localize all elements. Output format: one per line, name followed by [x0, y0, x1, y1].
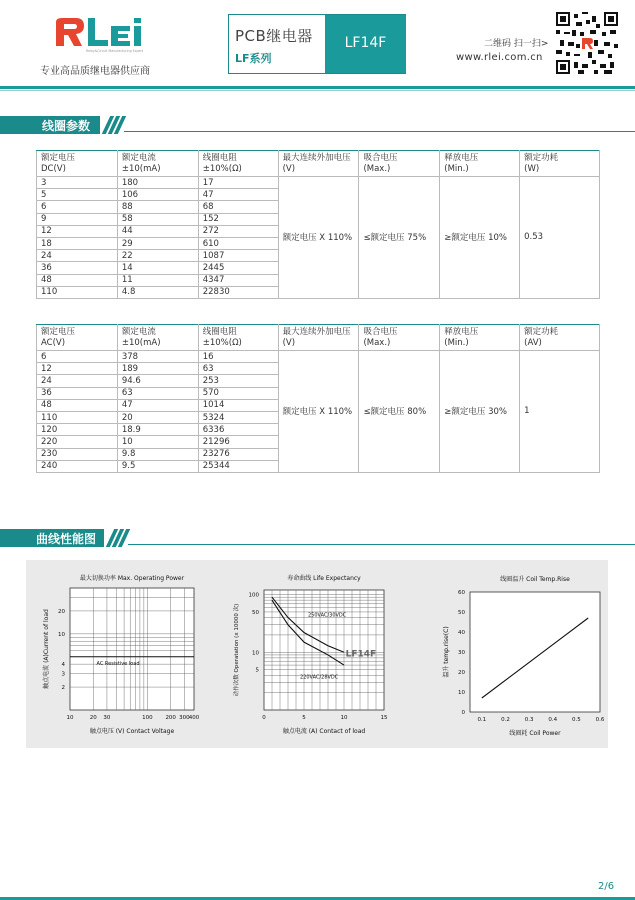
table-row: 3 180 17 额定电压 X 110% ≤额定电压 75% ≥额定电压 10% 0.53 [37, 177, 600, 189]
chart-1-xlabel: 触点电压 (V) Contact Voltage [89, 728, 175, 735]
dc-pickup-voltage: ≤额定电压 75% [359, 177, 440, 299]
column-header: 额定电压 DC(V) [37, 151, 118, 177]
chart-1-xtick: 100 [142, 715, 153, 721]
chart-3-plot-area [470, 592, 600, 712]
chart-3-xtick: 0.6 [595, 717, 605, 723]
table-row: 12 189 63 [37, 363, 600, 375]
ac-power: 1 [520, 351, 600, 473]
chart-2-series-label: 220VAC/28VDC [300, 674, 339, 681]
chart-2-ytick: 10 [252, 650, 259, 657]
chart-2-ytick: 5 [255, 667, 259, 674]
chart-3-xtick: 0.5 [571, 717, 581, 723]
table-row: 5 106 47 [37, 189, 600, 201]
product-model: LF14F [344, 35, 387, 51]
table-row: 48 47 1014 [37, 399, 600, 411]
column-header: 额定电流 ±10(mA) [117, 325, 198, 351]
table-row: 6 378 16 额定电压 X 110% ≤额定电压 80% ≥额定电压 30% 1 [37, 351, 600, 363]
table-row: 24 94.6 253 [37, 375, 600, 387]
column-header: 最大连续外加电压 (V) [278, 325, 359, 351]
dc-release-voltage: ≥额定电压 10% [440, 177, 520, 299]
product-title-box [228, 14, 406, 74]
table-row: 48 11 4347 [37, 274, 600, 286]
ac-coil-table [36, 324, 600, 473]
chart-1-annotation: AC Resistive load [96, 660, 140, 667]
chart-3-xtick: 0.2 [501, 717, 510, 723]
product-series: LF系列 [235, 52, 272, 65]
table-row: 18 29 610 [37, 237, 600, 249]
section-header-coil [0, 116, 635, 134]
table-row: 36 63 570 [37, 387, 600, 399]
qr-code-icon [556, 12, 618, 74]
chart-1-xtick: 300 [179, 715, 190, 721]
chart-3-ytick: 60 [458, 590, 465, 596]
chart-3-ytick: 30 [458, 650, 465, 656]
charts-svg [26, 560, 608, 748]
product-category: PCB继电器 [235, 27, 313, 45]
chart-3-ytick: 20 [458, 670, 465, 676]
chart-2-xtick: 15 [380, 715, 388, 721]
section-header-curves [0, 529, 635, 547]
column-header: 线圈电阻 ±10%(Ω) [198, 151, 278, 177]
chart-3-xlabel: 线圈耗 Coil Power [509, 730, 561, 737]
table-row: 12 44 272 [37, 225, 600, 237]
chart-2-watermark: LF14F [345, 649, 377, 660]
chart-2-ytick: 100 [248, 592, 259, 599]
chart-2-xlabel: 触点电流 (A) Contact of load [282, 728, 366, 735]
table-row: 240 9.5 25344 [37, 460, 600, 472]
chart-2-xtick: 10 [340, 715, 348, 721]
table-row: 120 18.9 6336 [37, 424, 600, 436]
company-tagline: 专业高品质继电器供应商 [40, 66, 150, 77]
ac-max-voltage: 额定电压 X 110% [278, 351, 359, 473]
chart-3-ytick: 10 [458, 690, 465, 696]
ac-release-voltage: ≥额定电压 30% [440, 351, 520, 473]
chart-1-title: 最大切换功率 Max. Operating Power [79, 575, 185, 582]
column-header: 释放电压 (Min.) [440, 151, 520, 177]
table-row: 110 20 5324 [37, 411, 600, 423]
chart-1-ytick: 4 [61, 662, 65, 669]
chart-1-ylabel: 触点电流 (A)Current of load [43, 609, 50, 689]
chart-2-ytick: 50 [252, 609, 259, 616]
chart-1-ytick: 10 [58, 631, 65, 638]
table-row: 24 22 1087 [37, 250, 600, 262]
chart-1-ytick: 2 [61, 685, 65, 692]
table-row: 230 9.8 23276 [37, 448, 600, 460]
column-header: 释放电压 (Min.) [440, 325, 520, 351]
header-divider [0, 86, 635, 89]
qr-label: 二维码 扫一扫> [484, 39, 549, 49]
chart-1-xtick: 400 [188, 715, 200, 721]
table-row: 110 4.8 22830 [37, 286, 600, 298]
chart-1-xtick: 30 [103, 715, 111, 721]
website-url[interactable]: www.rlei.com.cn [456, 52, 543, 63]
table-row: 9 58 152 [37, 213, 600, 225]
chart-1-ytick: 20 [58, 608, 65, 615]
chart-3-ytick: 50 [458, 610, 465, 616]
chart-1-xtick: 200 [165, 715, 176, 721]
chart-1-ytick: 3 [61, 671, 65, 678]
column-header: 额定功耗 (AV) [520, 325, 600, 351]
column-header: 吸合电压 (Max.) [359, 151, 440, 177]
rlei-logo [52, 16, 152, 54]
dc-max-voltage: 额定电压 X 110% [278, 177, 359, 299]
table-row: 220 10 21296 [37, 436, 600, 448]
performance-curves-panel [26, 560, 608, 748]
chart-3-ytick: 0 [461, 710, 465, 716]
chart-3-xtick: 0.1 [477, 717, 487, 723]
chart-1-plot-area [70, 588, 194, 710]
dc-coil-table [36, 150, 600, 299]
chart-2-xtick: 5 [302, 715, 306, 721]
chart-2-xtick: 0 [262, 715, 266, 721]
svg-text:Relay&Circuit Manufacturing Ex: Relay&Circuit Manufacturing Expert [86, 49, 144, 53]
chart-2-ylabel: 动作次数 Operatation (x 10000 次) [234, 603, 240, 697]
ac-pickup-voltage: ≤额定电压 80% [359, 351, 440, 473]
chart-2-title: 寿命曲线 Life Expectancy [287, 575, 361, 582]
column-header: 吸合电压 (Max.) [359, 325, 440, 351]
section-title-curves: 曲线性能图 [36, 532, 97, 546]
column-header: 额定功耗 (W) [520, 151, 600, 177]
column-header: 额定电压 AC(V) [37, 325, 118, 351]
chart-3-ylabel: 温升 temp.rise(C) [443, 626, 450, 678]
chart-1-xtick: 20 [89, 715, 97, 721]
table-row: 36 14 2445 [37, 262, 600, 274]
chart-3-xtick: 0.3 [524, 717, 534, 723]
column-header: 线圈电阻 ±10%(Ω) [198, 325, 278, 351]
chart-3-ytick: 40 [458, 630, 465, 636]
chart-2-series-label: 250VAC/30VDC [308, 612, 347, 619]
section-title-coil: 线圈参数 [42, 119, 91, 133]
page-number: 2/6 [598, 881, 615, 892]
column-header: 额定电流 ±10(mA) [117, 151, 198, 177]
table-row: 6 88 68 [37, 201, 600, 213]
column-header: 最大连续外加电压 (V) [278, 151, 359, 177]
chart-3-title: 线圈温升 Coil Temp.Rise [500, 576, 570, 583]
dc-power: 0.53 [520, 177, 600, 299]
chart-1-xtick: 10 [66, 715, 74, 721]
chart-3-xtick: 0.4 [548, 717, 558, 723]
